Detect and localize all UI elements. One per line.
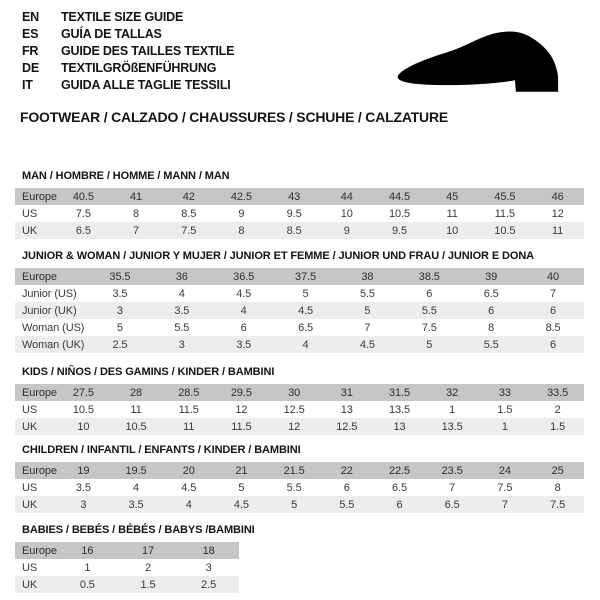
row-label: UK xyxy=(22,224,38,237)
size-cell: 4 xyxy=(133,481,140,494)
size-cell: 11.5 xyxy=(178,403,199,416)
language-row xyxy=(22,26,234,43)
language-title: GUÍA DE TALLAS xyxy=(61,27,162,41)
table-title: KIDS / NIÑOS / DES GAMINS / KINDER / BAMBINI xyxy=(22,366,275,378)
size-cell: 6 xyxy=(240,321,247,334)
size-cell: 12.5 xyxy=(283,403,305,416)
language-title: GUIDE DES TAILLES TEXTILE xyxy=(61,44,235,58)
size-cell: 8.5 xyxy=(545,321,561,334)
size-grid xyxy=(15,384,584,435)
size-cell: 1 xyxy=(449,403,456,416)
size-cell: 2 xyxy=(144,561,151,574)
size-cell: 0.5 xyxy=(79,578,95,591)
language-row xyxy=(22,43,234,60)
size-cell: 35.5 xyxy=(109,270,131,283)
size-cell: 6 xyxy=(550,304,557,317)
size-cell: 1 xyxy=(84,561,91,574)
size-cell: 7 xyxy=(364,321,371,334)
size-table-children xyxy=(15,444,584,513)
size-cell: 9 xyxy=(343,224,350,237)
size-cell: 33.5 xyxy=(547,386,569,399)
size-cell: 36 xyxy=(175,270,188,283)
language-code: IT xyxy=(22,78,33,92)
size-cell: 44.5 xyxy=(388,190,410,203)
size-cell: 30 xyxy=(288,386,301,399)
size-cell: 10 xyxy=(77,420,90,433)
table-title: MAN / HOMBRE / HOMME / MANN / MAN xyxy=(22,170,230,182)
size-cell: 7 xyxy=(133,224,140,237)
size-cell: 13 xyxy=(393,420,406,433)
size-cell: 1 xyxy=(501,420,508,433)
size-cell: 9.5 xyxy=(286,207,302,220)
language-list xyxy=(22,9,234,94)
size-cell: 5.5 xyxy=(483,338,499,351)
size-cell: 7 xyxy=(501,498,508,511)
size-cell: 6 xyxy=(550,338,557,351)
size-cell: 38 xyxy=(361,270,374,283)
size-cell: 10.5 xyxy=(494,224,516,237)
table-row xyxy=(15,418,584,435)
size-cell: 7.5 xyxy=(421,321,437,334)
size-cell: 8 xyxy=(554,481,561,494)
table-row xyxy=(15,496,584,513)
row-label: Woman (UK) xyxy=(22,338,85,351)
size-grid xyxy=(15,188,584,239)
size-cell: 4 xyxy=(178,287,185,300)
size-cell: 10 xyxy=(340,207,353,220)
language-code: FR xyxy=(22,44,39,58)
row-label: UK xyxy=(22,498,38,511)
size-cell: 4.5 xyxy=(233,498,249,511)
size-cell: 4.5 xyxy=(359,338,375,351)
table-row xyxy=(15,542,239,559)
size-cell: 32 xyxy=(446,386,459,399)
size-cell: 21 xyxy=(235,464,248,477)
table-row xyxy=(15,302,584,319)
size-table-kids xyxy=(15,366,584,435)
size-cell: 6 xyxy=(488,304,495,317)
row-label: UK xyxy=(22,420,38,433)
size-cell: 11.5 xyxy=(494,207,515,220)
size-cell: 3.5 xyxy=(174,304,190,317)
size-cell: 22 xyxy=(340,464,353,477)
size-cell: 11 xyxy=(551,224,564,237)
size-cell: 17 xyxy=(141,544,154,557)
table-row xyxy=(15,222,584,239)
size-cell: 4.5 xyxy=(181,481,197,494)
size-table-junior-woman xyxy=(15,250,584,353)
size-cell: 5.5 xyxy=(339,498,355,511)
row-label: Europe xyxy=(22,386,57,399)
table-row xyxy=(15,384,584,401)
size-cell: 8.5 xyxy=(286,224,302,237)
table-title: BABIES / BEBÉS / BÉBÉS / BABYS /BAMBINI xyxy=(22,524,255,536)
row-label: UK xyxy=(22,578,38,591)
table-row xyxy=(15,336,584,353)
table-row xyxy=(15,285,584,302)
size-cell: 6 xyxy=(343,481,350,494)
row-label: US xyxy=(22,481,38,494)
size-cell: 38.5 xyxy=(418,270,440,283)
size-cell: 29.5 xyxy=(230,386,252,399)
size-cell: 9.5 xyxy=(391,224,407,237)
row-label: Junior (UK) xyxy=(22,304,77,317)
language-code: EN xyxy=(22,10,39,24)
table-title: JUNIOR & WOMAN / JUNIOR Y MUJER / JUNIOR ET FEMME / JUNIOR UND FRAU / JUNIOR E DONA xyxy=(22,250,535,262)
size-cell: 6.5 xyxy=(483,287,499,300)
size-cell: 6 xyxy=(426,287,433,300)
row-label: Junior (US) xyxy=(22,287,77,300)
size-table-babies xyxy=(15,524,255,593)
size-cell: 42 xyxy=(182,190,195,203)
size-cell: 45.5 xyxy=(494,190,516,203)
row-label: Europe xyxy=(22,544,57,557)
size-cell: 31.5 xyxy=(388,386,410,399)
language-row xyxy=(22,9,234,26)
size-cell: 7 xyxy=(449,481,456,494)
row-label: US xyxy=(22,403,38,416)
size-cell: 40 xyxy=(547,270,560,283)
language-title: TEXTILGRÖßENFÜHRUNG xyxy=(61,61,217,75)
size-cell: 13.5 xyxy=(441,420,463,433)
size-cell: 27.5 xyxy=(72,386,94,399)
size-cell: 21.5 xyxy=(283,464,305,477)
size-cell: 16 xyxy=(81,544,94,557)
size-cell: 18 xyxy=(202,544,215,557)
size-cell: 13.5 xyxy=(388,403,410,416)
size-cell: 6.5 xyxy=(444,498,460,511)
size-cell: 3 xyxy=(205,561,212,574)
size-cell: 8 xyxy=(488,321,495,334)
size-cell: 5 xyxy=(364,304,371,317)
size-cell: 6.5 xyxy=(75,224,91,237)
row-label: Europe xyxy=(22,270,57,283)
size-cell: 44 xyxy=(340,190,353,203)
size-cell: 12 xyxy=(235,403,248,416)
size-cell: 4 xyxy=(240,304,247,317)
row-label: Woman (US) xyxy=(22,321,85,334)
size-cell: 8 xyxy=(133,207,140,220)
size-cell: 5 xyxy=(426,338,433,351)
language-code: ES xyxy=(22,27,39,41)
size-grid xyxy=(15,542,239,593)
table-row xyxy=(15,479,584,496)
size-cell: 2.5 xyxy=(201,578,217,591)
size-cell: 39 xyxy=(485,270,498,283)
language-code: DE xyxy=(22,61,39,75)
row-label: US xyxy=(22,561,38,574)
size-cell: 7.5 xyxy=(181,224,197,237)
language-title: GUIDA ALLE TAGLIE TESSILI xyxy=(61,78,231,92)
size-cell: 7.5 xyxy=(497,481,513,494)
size-cell: 12 xyxy=(551,207,564,220)
size-cell: 5.5 xyxy=(421,304,437,317)
size-cell: 4.5 xyxy=(236,287,252,300)
size-cell: 5.5 xyxy=(286,481,302,494)
size-cell: 3.5 xyxy=(75,481,91,494)
size-cell: 5 xyxy=(302,287,309,300)
size-cell: 4 xyxy=(302,338,309,351)
size-table-man xyxy=(15,170,584,239)
size-cell: 24 xyxy=(498,464,511,477)
size-grid xyxy=(15,462,584,513)
size-cell: 23.5 xyxy=(441,464,463,477)
language-row xyxy=(22,60,234,77)
size-cell: 22.5 xyxy=(388,464,410,477)
size-cell: 7.5 xyxy=(75,207,91,220)
size-cell: 42.5 xyxy=(230,190,252,203)
size-cell: 36.5 xyxy=(233,270,255,283)
row-label: Europe xyxy=(22,464,57,477)
size-cell: 25 xyxy=(551,464,564,477)
size-cell: 6.5 xyxy=(298,321,314,334)
size-cell: 19.5 xyxy=(125,464,147,477)
size-cell: 9 xyxy=(238,207,245,220)
row-label: US xyxy=(22,207,38,220)
size-cell: 33 xyxy=(498,386,511,399)
size-cell: 3.5 xyxy=(236,338,252,351)
language-title: TEXTILE SIZE GUIDE xyxy=(61,10,184,24)
table-row xyxy=(15,401,584,418)
size-cell: 41 xyxy=(130,190,143,203)
size-cell: 8 xyxy=(238,224,245,237)
size-cell: 5 xyxy=(238,481,245,494)
size-cell: 11 xyxy=(130,403,142,416)
size-cell: 8.5 xyxy=(181,207,197,220)
size-cell: 5 xyxy=(116,321,123,334)
size-cell: 10.5 xyxy=(72,403,94,416)
size-cell: 10.5 xyxy=(388,207,410,220)
size-cell: 3 xyxy=(178,338,185,351)
size-cell: 6.5 xyxy=(391,481,407,494)
size-cell: 10 xyxy=(446,224,459,237)
size-cell: 6 xyxy=(396,498,403,511)
table-row xyxy=(15,319,584,336)
size-cell: 45 xyxy=(446,190,459,203)
size-cell: 46 xyxy=(551,190,564,203)
size-cell: 40.5 xyxy=(72,190,94,203)
size-cell: 1.5 xyxy=(550,420,566,433)
dress-shoe-icon xyxy=(393,24,585,100)
size-cell: 11 xyxy=(446,207,458,220)
size-cell: 11 xyxy=(183,420,195,433)
size-cell: 28.5 xyxy=(178,386,200,399)
table-title: CHILDREN / INFANTIL / ENFANTS / KINDER / BAMBINI xyxy=(22,444,301,456)
table-row xyxy=(15,188,584,205)
table-row xyxy=(15,559,239,576)
size-cell: 11.5 xyxy=(231,420,252,433)
size-cell: 2 xyxy=(554,403,561,416)
table-row xyxy=(15,268,584,285)
size-cell: 5.5 xyxy=(359,287,375,300)
size-grid xyxy=(15,268,584,353)
size-cell: 4.5 xyxy=(298,304,314,317)
size-cell: 5 xyxy=(291,498,298,511)
size-cell: 3 xyxy=(80,498,87,511)
size-cell: 4 xyxy=(185,498,192,511)
size-cell: 28 xyxy=(130,386,143,399)
size-cell: 3.5 xyxy=(128,498,144,511)
size-cell: 20 xyxy=(182,464,195,477)
size-cell: 12 xyxy=(288,420,301,433)
size-cell: 43 xyxy=(288,190,301,203)
table-row xyxy=(15,576,239,593)
size-cell: 3 xyxy=(116,304,123,317)
size-cell: 7.5 xyxy=(550,498,566,511)
size-cell: 3.5 xyxy=(112,287,128,300)
size-cell: 31 xyxy=(340,386,353,399)
table-row xyxy=(15,205,584,222)
size-cell: 5.5 xyxy=(174,321,190,334)
size-cell: 10.5 xyxy=(125,420,147,433)
size-cell: 13 xyxy=(340,403,353,416)
size-cell: 1.5 xyxy=(497,403,513,416)
size-cell: 2.5 xyxy=(112,338,128,351)
size-cell: 19 xyxy=(77,464,90,477)
table-row xyxy=(15,462,584,479)
size-cell: 1.5 xyxy=(140,578,156,591)
size-cell: 12.5 xyxy=(336,420,358,433)
size-cell: 7 xyxy=(550,287,557,300)
category-title: FOOTWEAR / CALZADO / CHAUSSURES / SCHUHE / CALZATURE xyxy=(20,109,449,125)
language-row xyxy=(22,77,234,94)
row-label: Europe xyxy=(22,190,57,203)
size-cell: 37.5 xyxy=(295,270,317,283)
